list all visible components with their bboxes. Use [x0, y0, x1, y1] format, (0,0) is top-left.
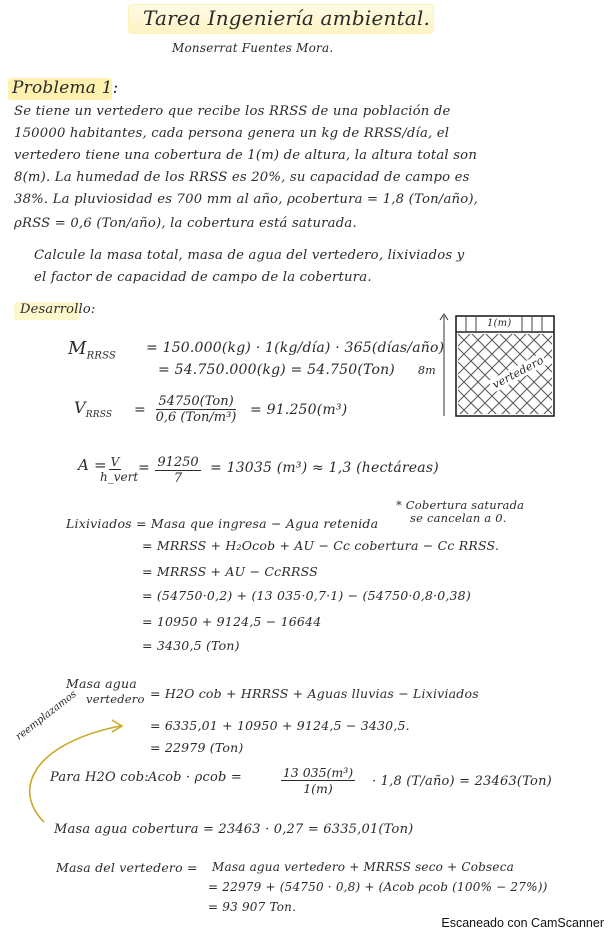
- author-name: Monserrat Fuentes Mora.: [172, 41, 334, 55]
- problem-line: Calcule la masa total, masa de agua del vertedero, lixiviados y: [34, 248, 465, 263]
- landfill-mass-line1: Masa agua vertedero + MRRSS seco + Cobseca: [212, 860, 514, 874]
- leachate-definition: Lixiviados = Masa que ingresa − Agua retenida: [66, 516, 379, 531]
- area-formula-fraction: V h_vert: [100, 455, 139, 484]
- h2o-cover-label: Para H2O cob:: [50, 770, 149, 785]
- volume-result: = 91.250(m³): [250, 402, 348, 418]
- cover-water-mass: Masa agua cobertura = 23463 · 0,27 = 6335,01(Ton): [54, 822, 414, 837]
- problem-line: ρRSS = 0,6 (Ton/año), la cobertura está saturada.: [14, 216, 357, 231]
- leachate-line4: = 10950 + 9124,5 − 16644: [142, 614, 322, 629]
- leachate-line1: = MRRSS + H₂Ocob + AU − Cc cobertura − Cc RRSS.: [142, 538, 500, 553]
- water-mass-label-line2: vertedero: [86, 692, 145, 706]
- problem-line: 8(m). La humedad de los RRSS es 20%, su capacidad de campo es: [14, 170, 470, 185]
- saturated-note-line1: * Cobertura saturada: [396, 498, 525, 512]
- volume-equals: =: [134, 402, 146, 418]
- problem-line: Se tiene un vertedero que recibe los RRSS de una población de: [14, 104, 451, 119]
- leachate-line5: = 3430,5 (Ton): [142, 638, 240, 653]
- h2o-cover-result: · 1,8 (T/año) = 23463(Ton): [372, 774, 552, 789]
- problem-line: 150000 habitantes, cada persona genera un kg de RRSS/día, el: [14, 126, 450, 141]
- landfill-body-label: vertedero: [490, 353, 546, 392]
- landfill-mass-line3: = 93 907 Ton.: [208, 900, 297, 914]
- leachate-line3: = (54750·0,2) + (13 035·0,7·1) − (54750·0,8·0,38): [142, 588, 471, 603]
- landfill-diagram: [418, 312, 560, 428]
- scanner-watermark: Escaneado con CamScanner: [441, 916, 604, 930]
- water-mass-line3: = 22979 (Ton): [150, 740, 244, 755]
- water-mass-label-line1: Masa agua: [66, 676, 137, 691]
- saturated-note-line2: se cancelan a 0.: [410, 511, 507, 525]
- mass-equation-line2: = 54.750.000(kg) = 54.750(Ton): [158, 362, 395, 378]
- h2o-cover-fraction: $\frac{\text{13 035(m³)}}{1(m)}$: [282, 765, 354, 796]
- water-mass-line1: = H2O cob + HRRSS + Aguas lluvias − Lixiviados: [150, 686, 479, 701]
- landfill-mass-label: Masa del vertedero =: [56, 860, 198, 875]
- leachate-line2: = MRRSS + AU − CcRRSS: [142, 564, 318, 579]
- problem-line: el factor de capacidad de campo de la cobertura.: [34, 270, 372, 285]
- total-height-label: 8m: [418, 364, 436, 377]
- area-symbol: A =: [78, 456, 107, 474]
- volume-fraction: 54750(Ton) 0,6 (Ton/m³): [155, 394, 237, 425]
- mass-equation-line1: = 150.000(kg) · 1(kg/día) · 365(días/año): [146, 340, 445, 356]
- replace-annotation: reemplazamos: [14, 688, 79, 743]
- water-mass-line2: = 6335,01 + 10950 + 9124,5 − 3430,5.: [150, 718, 410, 733]
- area-result: = 13035 (m³) ≈ 1,3 (hectáreas): [210, 460, 439, 476]
- whiteout-mark: [418, 282, 496, 294]
- problem-heading: Problema 1:: [12, 78, 119, 98]
- problem-line: vertedero tiene una cobertura de 1(m) de altura, la altura total son: [14, 148, 478, 163]
- volume-symbol: $V_{RRSS}$: [74, 398, 113, 421]
- area-equals: =: [138, 460, 150, 476]
- development-heading: Desarrollo:: [20, 302, 96, 317]
- problem-line: 38%. La pluviosidad es 700 mm al año, ρcobertura = 1,8 (Ton/año),: [14, 192, 479, 207]
- page-title: Tarea Ingeniería ambiental.: [143, 6, 431, 30]
- area-fraction: $\frac{91250}{7}$: [157, 455, 199, 486]
- mass-symbol: $M_{RRSS}$: [68, 338, 117, 362]
- cover-height-label: 1(m): [487, 318, 512, 329]
- h2o-cover-equation: Acob · ρcob =: [148, 770, 242, 785]
- landfill-mass-line2: = 22979 + (54750 · 0,8) + (Acob ρcob (100% − 27%)): [208, 880, 548, 894]
